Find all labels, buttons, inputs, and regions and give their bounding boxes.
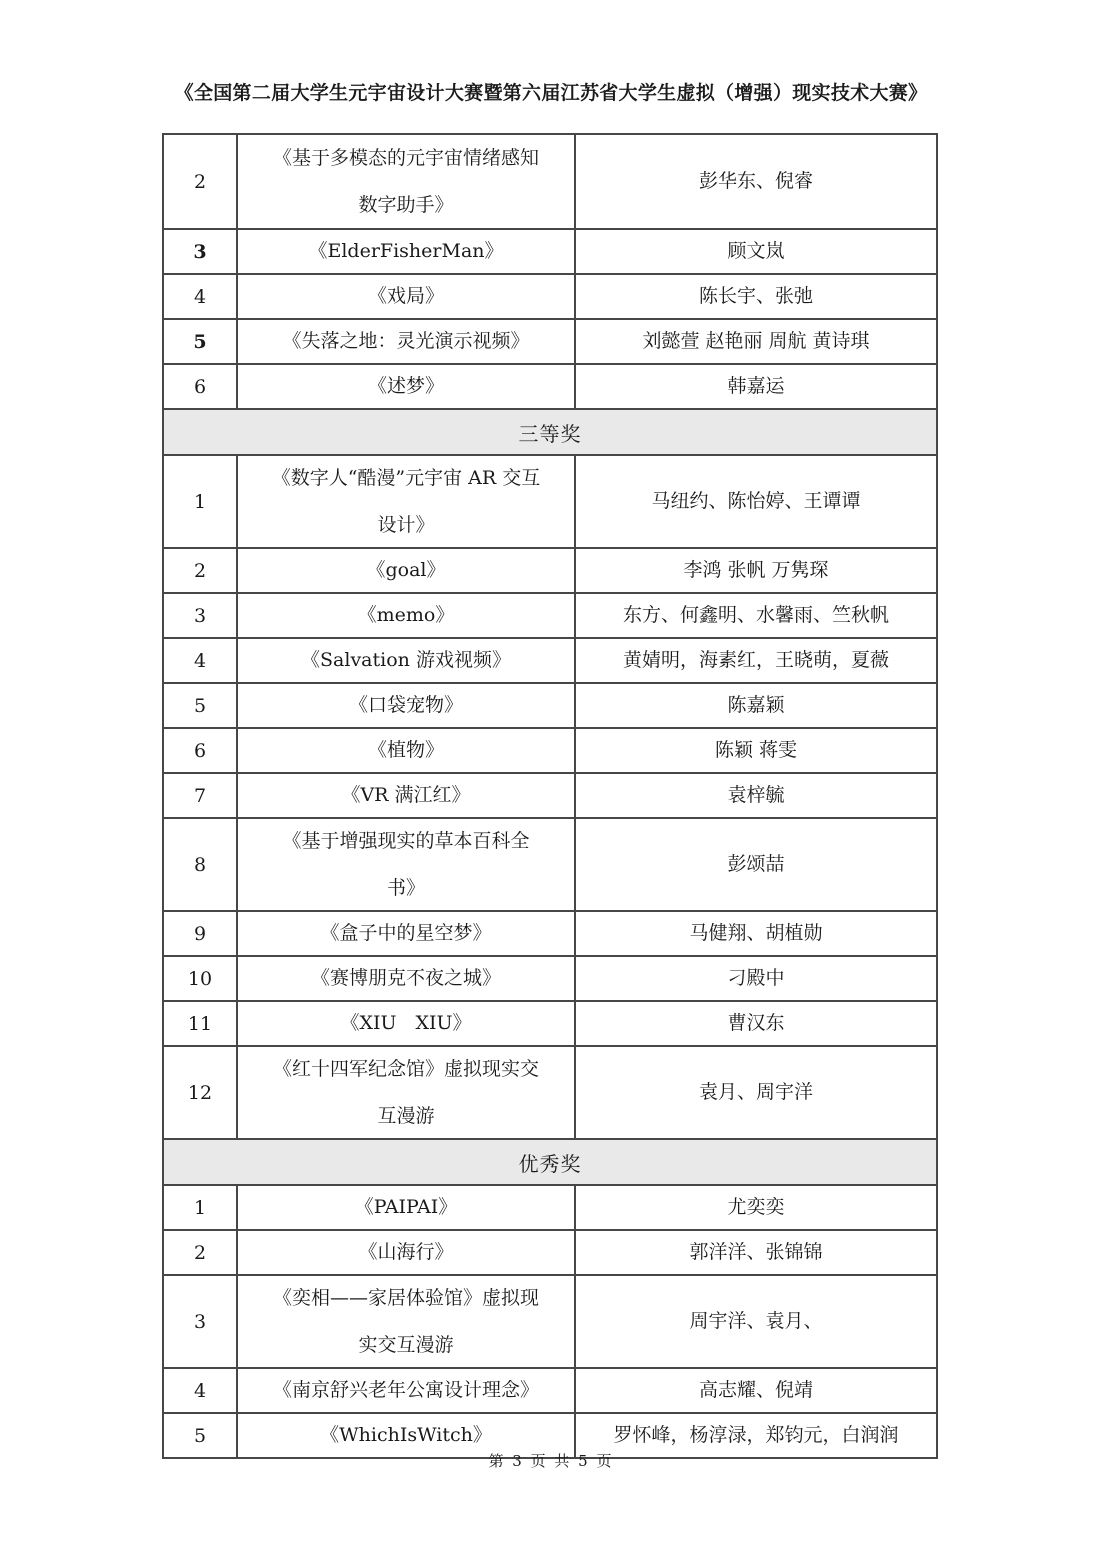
authors-cell: 陈颖 蒋雯	[714, 739, 798, 761]
authors-cell: 郭洋洋、张锦锦	[689, 1241, 823, 1263]
authors-cell: 韩嘉运	[727, 375, 785, 397]
rank-cell: 2	[164, 1231, 238, 1274]
authors-cell: 刁殿中	[727, 967, 785, 989]
rank-cell: 2	[164, 549, 238, 592]
work-title-cell: 《红十四军纪念馆》虚拟现实交互漫游	[238, 1047, 576, 1138]
award-row	[164, 1229, 936, 1274]
authors-cell: 马纽约、陈怡婷、王谭谭	[651, 490, 861, 512]
rank-cell: 2	[164, 135, 238, 228]
rank-cell: 10	[164, 957, 238, 1000]
award-row	[164, 454, 936, 547]
work-title-cell: 《述梦》	[238, 365, 576, 408]
authors-cell: 高志耀、倪靖	[698, 1379, 813, 1401]
work-title-cell: 《goal》	[238, 549, 576, 592]
award-section-header: 三等奖	[164, 408, 936, 454]
authors-cell: 彭华东、倪睿	[698, 170, 813, 192]
work-title-cell: 《奕相——家居体验馆》虚拟现实交互漫游	[238, 1276, 576, 1367]
work-title-cell: 《ElderFisherMan》	[238, 230, 576, 273]
award-row	[164, 772, 936, 817]
rank-cell: 4	[164, 639, 238, 682]
rank-cell: 1	[164, 456, 238, 547]
authors-cell: 顾文岚	[727, 240, 785, 262]
award-row	[164, 135, 936, 228]
authors-cell: 陈嘉颖	[727, 694, 785, 716]
rank-cell: 9	[164, 912, 238, 955]
authors-cell: 曹汉东	[727, 1012, 785, 1034]
work-title-cell: 《memo》	[238, 594, 576, 637]
award-row	[164, 727, 936, 772]
awards-table	[162, 133, 938, 1459]
authors-cell: 袁月、周宇洋	[698, 1081, 813, 1103]
work-title-cell: 《盒子中的星空梦》	[238, 912, 576, 955]
rank-cell: 12	[164, 1047, 238, 1138]
award-row	[164, 318, 936, 363]
award-row	[164, 592, 936, 637]
authors-cell: 刘懿萱 赵艳丽 周航 黄诗琪	[642, 330, 870, 352]
rank-cell: 6	[164, 365, 238, 408]
award-row	[164, 1000, 936, 1045]
work-title-cell: 《VR 满江红》	[238, 774, 576, 817]
authors-cell: 马健翔、胡植勋	[689, 922, 823, 944]
page-title: 《全国第二届大学生元宇宙设计大赛暨第六届江苏省大学生虚拟（增强）现实技术大赛》	[174, 82, 928, 104]
rank-cell: 5	[164, 320, 238, 363]
award-row	[164, 955, 936, 1000]
rank-cell: 8	[164, 819, 238, 910]
rank-cell: 11	[164, 1002, 238, 1045]
authors-cell: 袁梓毓	[727, 784, 785, 806]
work-title-cell: 《植物》	[238, 729, 576, 772]
authors-cell: 东方、何鑫明、水馨雨、竺秋帆	[622, 604, 889, 626]
rank-cell: 5	[164, 1414, 238, 1457]
rank-cell: 4	[164, 275, 238, 318]
work-title-cell: 《XIU XIU》	[238, 1002, 576, 1045]
award-row	[164, 910, 936, 955]
rank-cell: 4	[164, 1369, 238, 1412]
rank-cell: 3	[164, 230, 238, 273]
work-title-cell: 《失落之地：灵光演示视频》	[238, 320, 576, 363]
work-title-cell: 《PAIPAI》	[238, 1186, 576, 1229]
award-row	[164, 1045, 936, 1138]
work-title-cell: 《WhichIsWitch》	[238, 1414, 576, 1457]
rank-cell: 1	[164, 1186, 238, 1229]
award-row	[164, 1367, 936, 1412]
rank-cell: 3	[164, 1276, 238, 1367]
rank-cell: 7	[164, 774, 238, 817]
work-title-cell: 《戏局》	[238, 275, 576, 318]
award-row	[164, 228, 936, 273]
work-title-cell: 《南京舒兴老年公寓设计理念》	[238, 1369, 576, 1412]
work-title-cell: 《赛博朋克不夜之城》	[238, 957, 576, 1000]
award-section-header: 优秀奖	[164, 1138, 936, 1184]
award-row	[164, 1274, 936, 1367]
authors-cell: 尤奕奕	[727, 1196, 785, 1218]
award-row	[164, 682, 936, 727]
authors-cell: 罗怀峰，杨淳渌，郑钧元，白润润	[613, 1424, 899, 1446]
authors-cell: 周宇洋、袁月、	[689, 1310, 823, 1332]
authors-cell: 彭颂喆	[727, 853, 785, 875]
award-row	[164, 637, 936, 682]
work-title-cell: 《山海行》	[238, 1231, 576, 1274]
rank-cell: 5	[164, 684, 238, 727]
page-number: 第 3 页 共 5 页	[488, 1452, 614, 1470]
work-title-cell: 《Salvation 游戏视频》	[238, 639, 576, 682]
award-row	[164, 817, 936, 910]
award-row	[164, 1184, 936, 1229]
authors-cell: 黄婧明，海素红，王晓萌，夏薇	[622, 649, 889, 671]
award-row	[164, 363, 936, 408]
work-title-cell: 《基于增强现实的草本百科全书》	[238, 819, 576, 910]
award-row	[164, 273, 936, 318]
award-row	[164, 547, 936, 592]
work-title-cell: 《口袋宠物》	[238, 684, 576, 727]
authors-cell: 陈长宇、张弛	[698, 285, 813, 307]
authors-cell: 李鸿 张帆 万隽琛	[683, 559, 829, 581]
rank-cell: 3	[164, 594, 238, 637]
work-title-cell: 《数字人“酷漫”元宇宙 AR 交互设计》	[238, 456, 576, 547]
work-title-cell: 《基于多模态的元宇宙情绪感知数字助手》	[238, 135, 576, 228]
rank-cell: 6	[164, 729, 238, 772]
